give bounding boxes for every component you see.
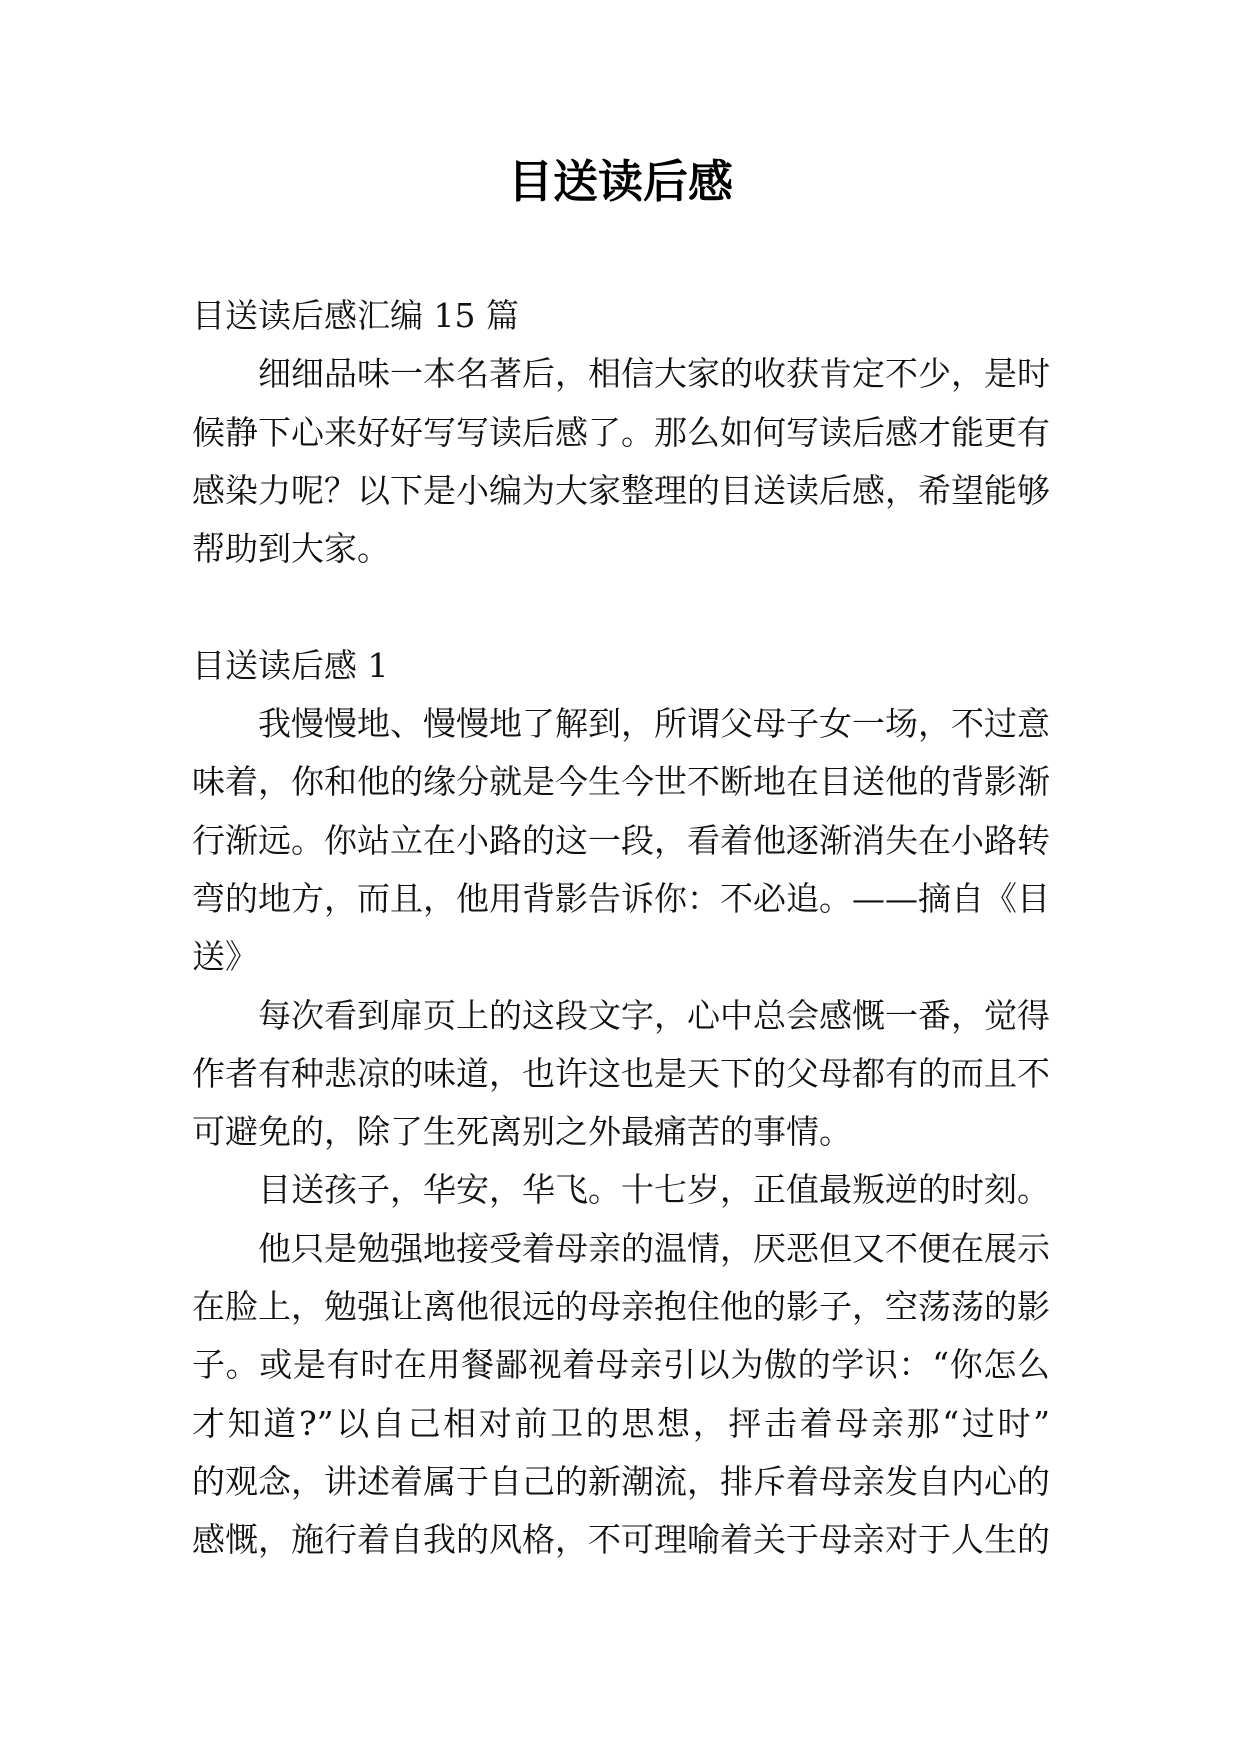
paragraph-line: 帮助到大家。 <box>192 529 390 569</box>
paragraph-line: 感染力呢？以下是小编为大家整理的目送读后感，希望能够 <box>192 470 1050 510</box>
paragraph <box>192 987 1050 1162</box>
paragraph-line: 子。或是有时在用餐鄙视着母亲引以为傲的学识：“你怎么 <box>192 1345 1050 1385</box>
paragraph-line: 送》 <box>192 937 258 977</box>
section-heading: 目送读后感汇编 15 篇 <box>192 296 519 335</box>
document-body <box>192 287 1050 1570</box>
paragraph-line: 弯的地方，而且，他用背影告诉你：不必追。——摘自《目 <box>192 878 1050 918</box>
document-title: 目送读后感 <box>507 155 733 208</box>
paragraph-line: 的观念，讲述着属于自己的新潮流，排斥着母亲发自内心的 <box>192 1461 1050 1501</box>
paragraph <box>192 1161 1050 1219</box>
paragraph-line: 作者有种悲凉的味道，也许这也是天下的父母都有的而且不 <box>192 1053 1050 1093</box>
paragraph-line: 才知道?”以自己相对前卫的思想，抨击着母亲那“过时” <box>192 1403 1050 1443</box>
blank-line <box>192 578 1050 636</box>
paragraph-line: 我慢慢地、慢慢地了解到，所谓父母子女一场，不过意 <box>258 704 1050 744</box>
paragraph <box>192 695 1050 986</box>
paragraph-line: 行渐远。你站立在小路的这一段，看着他逐渐消失在小路转 <box>192 820 1050 860</box>
paragraph-line: 可避免的，除了生死离别之外最痛苦的事情。 <box>192 1112 852 1152</box>
paragraph-line: 感慨，施行着自我的风格，不可理喻着关于母亲对于人生的 <box>192 1520 1050 1560</box>
paragraph <box>192 345 1050 578</box>
paragraph-line: 目送孩子，华安，华飞。十七岁，正值最叛逆的时刻。 <box>258 1170 1050 1210</box>
section-heading: 目送读后感 1 <box>192 645 389 685</box>
paragraph-line: 他只是勉强地接受着母亲的温情，厌恶但又不便在展示 <box>258 1228 1050 1268</box>
paragraph-line: 在脸上，勉强让离他很远的母亲抱住他的影子，空荡荡的影 <box>192 1287 1050 1327</box>
paragraph-line: 细细品味一本名著后，相信大家的收获肯定不少，是时 <box>258 354 1050 394</box>
paragraph-line: 味着，你和他的缘分就是今生今世不断地在目送他的背影渐 <box>192 762 1050 802</box>
paragraph <box>192 1220 1050 1570</box>
paragraph-line: 每次看到扉页上的这段文字，心中总会感慨一番，觉得 <box>258 995 1050 1035</box>
paragraph-line: 候静下心来好好写写读后感了。那么如何写读后感才能更有 <box>192 412 1050 452</box>
